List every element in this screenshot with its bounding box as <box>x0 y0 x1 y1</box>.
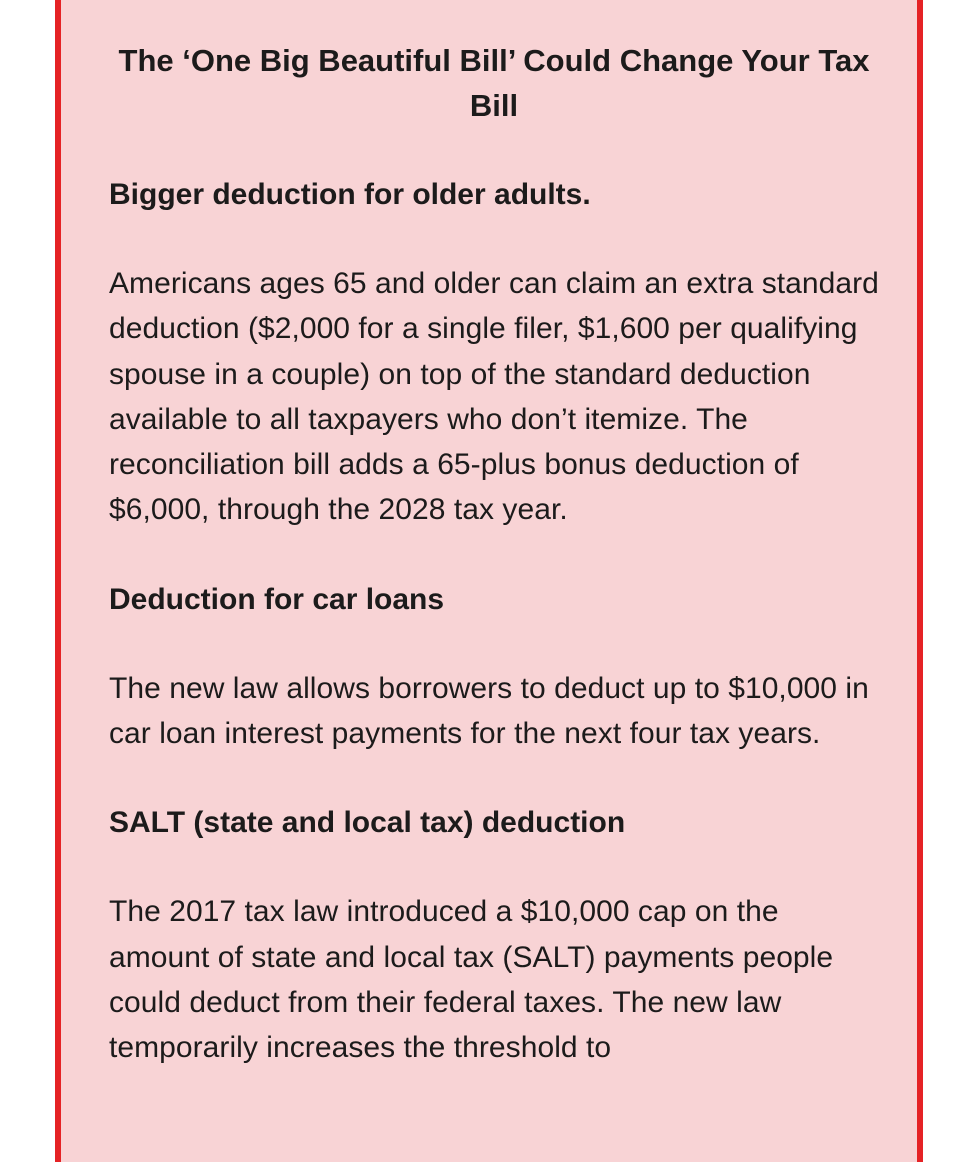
section-heading-older-adults: Bigger deduction for older adults. <box>109 178 591 211</box>
section-heading-car-loans: Deduction for car loans <box>109 582 445 616</box>
section-body-car-loans: The new law allows borrowers to deduct up to $10,000 in car loan interest payments for the next four tax years. <box>109 671 869 751</box>
tax-info-card <box>55 0 923 1162</box>
section-body-older-adults: Americans ages 65 and older can claim an extra standard deduction ($2,000 for a single filer, $1,600 per qualifying spouse in a couple) on top of the standard deduction available to all taxpayers who don’t itemize. The reconciliation bill adds a 65-plus bonus deduction of $6,000, through the 2028 tax year. <box>109 267 879 527</box>
section-heading-salt: SALT (state and local tax) deduction <box>109 806 626 840</box>
section-body-salt: The 2017 tax law introduced a $10,000 cap on the amount of state and local tax (SALT) payments people could deduct from their federal taxes. The new law temporarily increases the threshold to <box>109 895 834 1065</box>
article-title: The ‘One Big Beautiful Bill’ Could Change Your Tax Bill <box>118 43 870 123</box>
card-content <box>109 38 879 1071</box>
